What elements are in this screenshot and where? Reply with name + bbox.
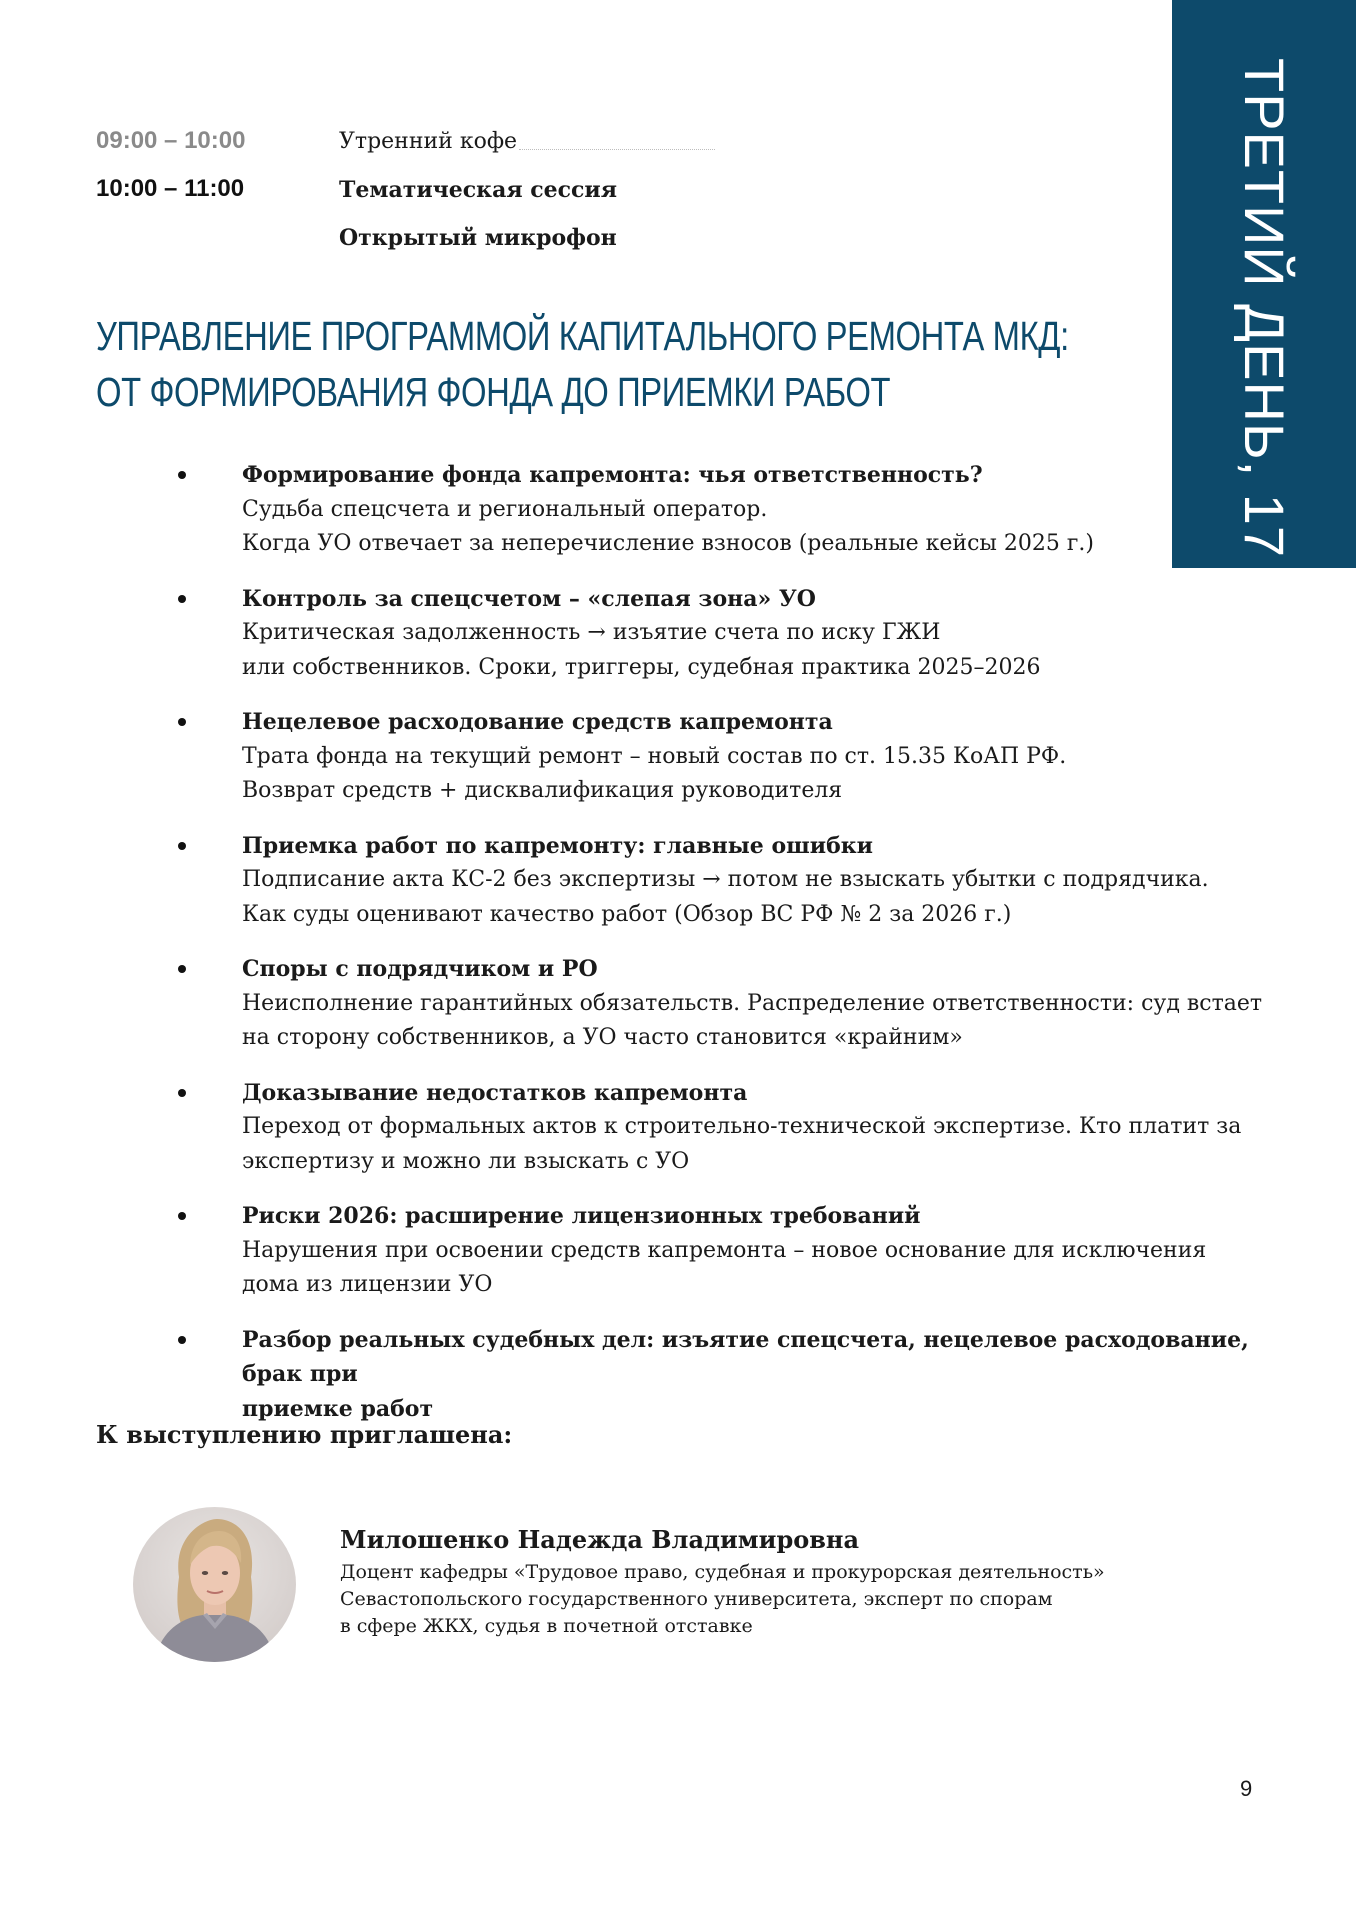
bullet-icon [178,1212,186,1220]
topic-line: Возврат средств + дисквалификация руководителя [242,778,843,803]
topic-line: экспертизу и можно ли взыскать с УО [242,1148,690,1174]
topic-title: Споры с подрядчиком и РО [242,956,598,982]
speaker-description-line: Севастопольского государственного университета, эксперт по спорам [340,1588,1053,1610]
topic-item [96,1323,1266,1427]
topic-item [96,1076,1266,1180]
topic-line: Нарушения при освоении средств капремонта – новое основание для исключения [242,1237,1207,1263]
bullet-icon [178,595,186,603]
speaker-info [340,1525,1240,1640]
speaker-description-line: Доцент кафедры «Трудовое право, судебная и прокурорская деятельность» [340,1561,1105,1583]
banner-day-title: ТРЕТИЙ ДЕНЬ, 17 ИЮЛЯ [1233,58,1296,751]
topic-line: или собственников. Сроки, триггеры, судебная практика 2025–2026 [242,654,1041,680]
bullet-icon [178,1336,186,1344]
topic-title: приемке работ [242,1395,434,1422]
schedule-time: 09:00 – 10:00 [96,127,246,154]
speaker-photo [133,1507,296,1662]
topic-item [96,458,1266,562]
schedule-row [96,126,816,174]
schedule-title: Утренний кофе [339,129,518,154]
section-heading-line: ОТ ФОРМИРОВАНИЯ ФОНДА ДО ПРИЕМКИ РАБОТ [96,369,891,415]
section-heading [96,308,1069,420]
topic-item [96,1199,1266,1303]
speaker-description-line: в сфере ЖКХ, судья в почетной отставке [340,1615,753,1637]
schedule-row [96,174,816,222]
topic-line: Судьба спецсчета и региональный оператор. [242,496,768,522]
topic-item [96,829,1266,933]
speaker-name: Милошенко Надежда Владимировна [340,1525,860,1554]
bullet-icon [178,718,186,726]
bullet-icon [178,965,186,973]
schedule-row [96,222,816,270]
topic-line: Неисполнение гарантийных обязательств. Распределение ответственности: суд встает [242,990,1263,1016]
schedule [96,126,816,270]
topic-item [96,705,1266,809]
topic-item [96,582,1266,686]
dotted-leader [519,149,715,150]
topic-title: Нецелевое расходование средств капремонта [242,709,833,735]
invited-label: К выступлению приглашена: [96,1420,513,1449]
topic-title: Разбор реальных судебных дел: изъятие спецсчета, нецелевое расходование, брак при [242,1326,1249,1387]
topic-title: Риски 2026: расширение лицензионных требований [242,1203,921,1229]
topic-line: Переход от формальных актов к строительно-технической экспертизе. Кто платит за [242,1114,1242,1139]
section-heading-line: УПРАВЛЕНИЕ ПРОГРАММОЙ КАПИТАЛЬНОГО РЕМОНТА МКД: [96,313,1069,359]
topic-line: Трата фонда на текущий ремонт – новый состав по ст. 15.35 КоАП РФ. [242,743,1067,769]
topic-title: Формирование фонда капремонта: чья ответственность? [242,462,983,488]
topic-title: Доказывание недостатков капремонта [242,1079,748,1106]
portrait-avatar-icon [133,1507,296,1662]
schedule-time: 10:00 – 11:00 [96,175,245,202]
topic-line: дома из лицензии УО [242,1272,493,1297]
topic-title: Контроль за спецсчетом – «слепая зона» УО [242,585,816,612]
topic-title: Приемка работ по капремонту: главные ошибки [242,832,873,859]
topic-line: Подписание акта КС-2 без экспертизы → потом не взыскать убытки с подрядчика. [242,867,1209,892]
topic-line: Критическая задолженность → изъятие счета по иску ГЖИ [242,620,941,645]
bullet-icon [178,842,186,850]
bullet-icon [178,471,186,479]
topic-line: на сторону собственников, а УО часто становится «крайним» [242,1025,963,1050]
schedule-title: Тематическая сессия [339,177,617,203]
topic-line: Как суды оценивают качество работ (Обзор ВС РФ № 2 за 2026 г.) [242,901,1012,927]
schedule-title: Открытый микрофон [339,225,617,251]
page-number: 9 [1240,1776,1253,1801]
bullet-icon [178,1089,186,1097]
topic-line: Когда УО отвечает за неперечисление взносов (реальные кейсы 2025 г.) [242,531,1095,556]
schedule-title-wrap [339,128,715,156]
topic-item [96,952,1266,1056]
topic-list [96,458,1266,1446]
